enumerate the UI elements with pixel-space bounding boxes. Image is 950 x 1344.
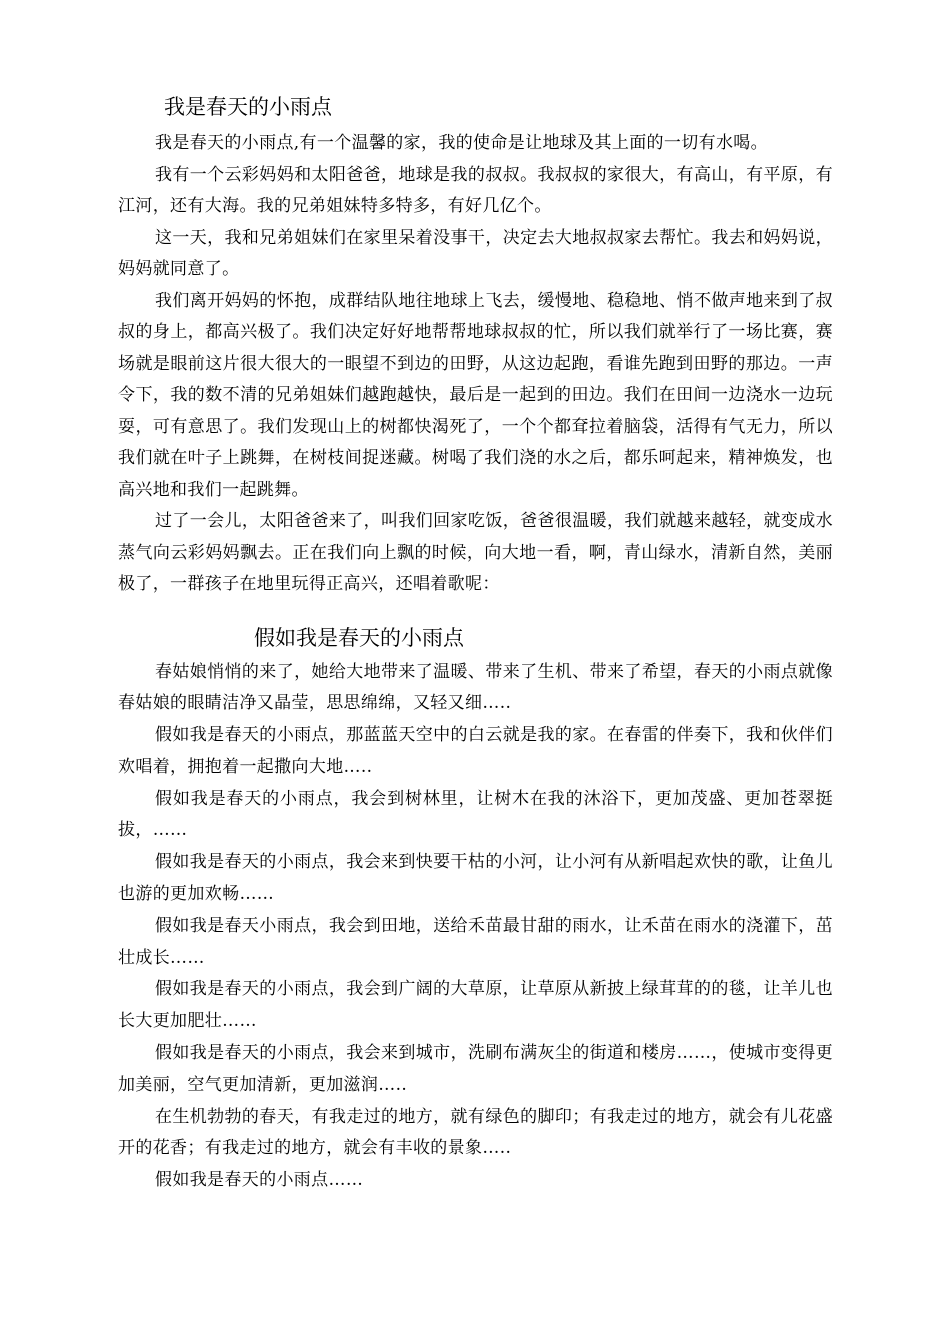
essay-section-2 xyxy=(118,623,833,1198)
paragraph: 假如我是春天的小雨点，我会来到城市，洗刷布满灰尘的街道和楼房……，使城市变得更加美丽，空气更加清新，更加滋润….. xyxy=(118,1043,833,1095)
paragraph: 过了一会儿，太阳爸爸来了，叫我们回家吃饭，爸爸很温暖，我们就越来越轻，就变成水蒸气向云彩妈妈飘去。正在我们向上飘的时候，向大地一看，啊，青山绿水，清新自然，美丽极了，一群孩子在地里玩得正高兴，还唱着歌呢： xyxy=(118,511,833,594)
paragraph: 假如我是春天的小雨点，我会到树林里，让树木在我的沐浴下，更加茂盛、更加苍翠挺拔，…… xyxy=(118,788,833,841)
paragraph: 假如我是春天的小雨点，那蓝蓝天空中的白云就是我的家。在春雷的伴奏下，我和伙伴们欢唱着，拥抱着一起撒向大地….. xyxy=(118,725,833,777)
paragraph: 我是春天的小雨点,有一个温馨的家，我的使命是让地球及其上面的一切有水喝。 xyxy=(155,133,769,153)
essay-title-1: 我是春天的小雨点 xyxy=(164,95,332,119)
paragraph: 假如我是春天的小雨点…… xyxy=(155,1170,364,1191)
paragraph: 我有一个云彩妈妈和太阳爸爸，地球是我的叔叔。我叔叔的家很大，有高山，有平原，有江河，还有大海。我的兄弟姐妹特多特多，有好几亿个。 xyxy=(118,164,833,216)
essay-title-2: 假如我是春天的小雨点 xyxy=(254,625,464,650)
paragraph: 在生机勃勃的春天，有我走过的地方，就有绿色的脚印；有我走过的地方，就会有儿花盛开的花香；有我走过的地方，就会有丰收的景象….. xyxy=(118,1106,833,1159)
paragraph: 假如我是春天的小雨点，我会来到快要干枯的小河，让小河有从新唱起欢快的歌，让鱼儿也游的更加欢畅…… xyxy=(118,852,833,905)
document-body xyxy=(118,92,833,1197)
paragraph: 我们离开妈妈的怀抱，成群结队地往地球上飞去，缓慢地、稳稳地、悄不做声地来到了叔叔的身上，都高兴极了。我们决定好好地帮帮地球叔叔的忙，所以我们就举行了一场比赛，赛场就是眼前这片很大很大的一眼望不到边的田野，从这边起跑，看谁先跑到田野的那边。一声令下，我的数不清的兄弟姐妹们越跑越快，最后是一起到的田边。我们在田间一边浇水一边玩耍，可有意思了。我们发现山上的树都快渴死了，一个个都耷拉着脑袋，活得有气无力，所以我们就在叶子上跳舞，在树枝间捉迷藏。树喝了我们浇的水之后，都乐呵起来，精神焕发，也高兴地和我们一起跳舞。 xyxy=(118,290,833,500)
essay-section-1 xyxy=(118,92,833,601)
paragraph: 这一天，我和兄弟姐妹们在家里呆着没事干，决定去大地叔叔家去帮忙。我去和妈妈说，妈妈就同意了。 xyxy=(118,227,833,279)
paragraph: 春姑娘悄悄的来了，她给大地带来了温暖、带来了生机、带来了希望，春天的小雨点就像春姑娘的眼睛洁净又晶莹，思思绵绵，又轻又细….. xyxy=(118,661,833,714)
paragraph: 假如我是春天的小雨点，我会到广阔的大草原，让草原从新披上绿茸茸的的毯，让羊儿也长大更加肥壮…… xyxy=(118,979,833,1032)
paragraph: 假如我是春天小雨点，我会到田地，送给禾苗最甘甜的雨水，让禾苗在雨水的浇灌下，茁壮成长…… xyxy=(118,915,833,968)
